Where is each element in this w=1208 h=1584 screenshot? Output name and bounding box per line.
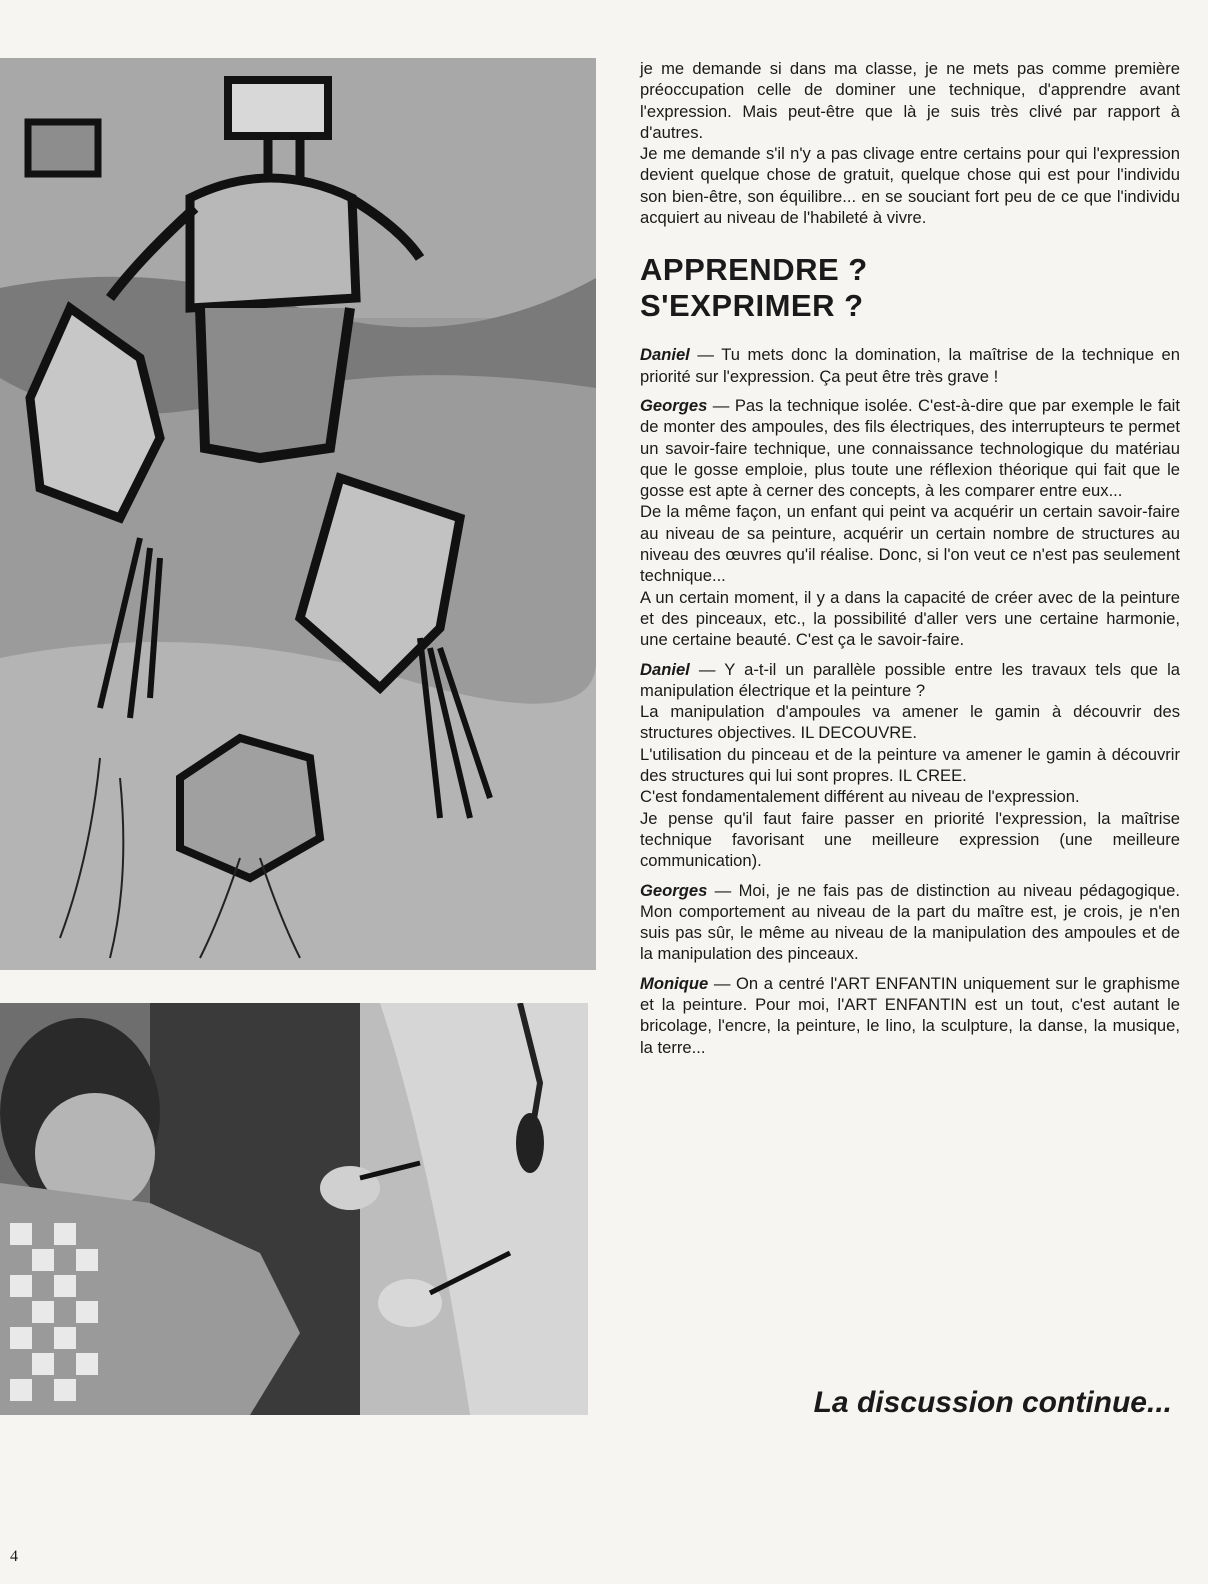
dialogue-continuation: C'est fondamentalement différent au niveau de l'expression.	[640, 787, 1080, 807]
dialogue-text: — Pas la technique isolée. C'est-à-dire que par exemple le fait de monter des ampoules, des fils électriques, des interrupteurs te permet un savoir-faire technique, une connaissance technologique du matériau que le gosse emploie, plus toute une réflexion théorique qui fait que le gosse est apte à cerner des concepts, à les comparer entre eux...	[640, 395, 1180, 501]
intro-paragraph-1: je me demande si dans ma classe, je ne mets pas comme première préoccupation celle de dominer une technique, d'apprendre avant l'expression. Mais peut-être que là je suis très clivé par rapport à d'autres.	[640, 59, 1180, 142]
speaker-name: Georges	[640, 880, 708, 900]
dialogue-continuation: De la même façon, un enfant qui peint va acquérir un certain savoir-faire au niveau de sa peinture, acquérir un certain nombre de structures au niveau des œuvres qu'il réalise. Donc, si l'on veut ce n'est pas seulement technique...	[640, 502, 1180, 586]
dialogue-entry	[640, 395, 1180, 501]
child-at-easel-image	[0, 1003, 588, 1415]
dialogue-entry	[640, 973, 1180, 1058]
dialogue-continuation: Je pense qu'il faut faire passer en priorité l'expression, la maîtrise technique favorisant une meilleure expression (une meilleure communication).	[640, 808, 1180, 871]
intro-paragraph-2: Je me demande s'il n'y a pas clivage entre certains pour qui l'expression devient quelque chose de gratuit, quelque chose qui est pour l'individu son bien-être, son équilibre... en se souciant fort peu de ce que l'individu acquiert au niveau de l'habileté à vivre.	[640, 144, 1180, 228]
dialogue-text: — On a centré l'ART ENFANTIN uniquement sur le graphisme et la peinture. Pour moi, l'ART ENFANTIN est un tout, c'est autant le bricolage, l'encre, la peinture, le lino, la sculpture, la danse, la musique, la terre...	[640, 973, 1180, 1057]
heading-line-2: S'EXPRIMER ?	[640, 288, 864, 324]
painting-figure-image	[0, 58, 596, 970]
child-painting-photo	[0, 58, 596, 970]
dialogue-continuation: A un certain moment, il y a dans la capacité de créer avec de la peinture et des pinceaux, etc., la possibilité d'aller vers une certaine harmonie, une certaine beauté. C'est ça le savoir-faire.	[640, 587, 1180, 650]
closing-line: La discussion continue...	[813, 1386, 1172, 1419]
article-text-column	[640, 58, 1180, 1058]
dialogue-entry	[640, 880, 1180, 965]
dialogue-entry	[640, 659, 1180, 702]
heading-line-1: APPRENDRE ?	[640, 252, 868, 288]
dialogue-entry	[640, 344, 1180, 387]
dialogue-continuation: La manipulation d'ampoules va amener le gamin à découvrir des structures objectives. IL DECOUVRE.	[640, 702, 1180, 743]
child-painting-at-easel-photo	[0, 1003, 588, 1415]
dialogue-text: — Y a-t-il un parallèle possible entre les travaux tels que la manipulation électrique et la peinture ?	[640, 659, 1180, 700]
speaker-name: Daniel	[640, 659, 690, 679]
dialogue-text: — Moi, je ne fais pas de distinction au niveau pédagogique. Mon comportement au niveau de la part du maître est, je crois, je n'en suis pas sûr, le même au niveau de la manipulation des ampoules et de la manipulation des pinceaux.	[640, 880, 1180, 964]
speaker-name: Georges	[640, 395, 708, 415]
speaker-name: Monique	[640, 973, 709, 993]
page-number: 4	[10, 1548, 18, 1565]
dialogue-text: — Tu mets donc la domination, la maîtrise de la technique en priorité sur l'expression. Ça peut être très grave !	[640, 345, 1180, 386]
section-heading	[640, 252, 1180, 324]
dialogue-continuation: L'utilisation du pinceau et de la peinture va amener le gamin à découvrir des structures qui lui sont propres. IL CREE.	[640, 744, 1180, 786]
speaker-name: Daniel	[640, 345, 690, 365]
